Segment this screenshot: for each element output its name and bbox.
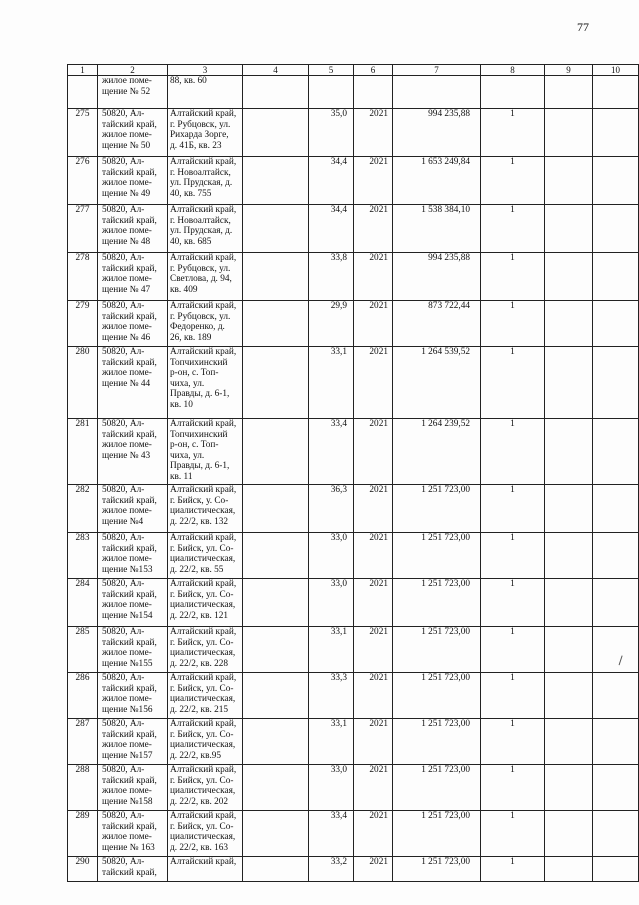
cell-col10 xyxy=(593,719,639,765)
cell-col9 xyxy=(545,579,593,627)
row-number: 288 xyxy=(68,765,98,811)
cell-col9 xyxy=(545,811,593,857)
area-value: 33,8 xyxy=(309,253,354,301)
cell-col4 xyxy=(243,857,309,882)
cell-col4 xyxy=(243,419,309,485)
cell-col10 xyxy=(593,765,639,811)
cost-value: 1 251 723,00 xyxy=(393,485,481,533)
cell-col9 xyxy=(545,765,593,811)
quantity-value: 1 xyxy=(481,347,545,419)
object-address: Алтайский край, г. Рубцовск, ул. Светлова, д. 94, кв. 409 xyxy=(168,253,243,301)
quantity-value: 1 xyxy=(481,253,545,301)
cost-value: 873 722,44 xyxy=(393,301,481,347)
cost-value: 1 251 723,00 xyxy=(393,857,481,882)
column-number: 7 xyxy=(393,65,481,76)
year-value: 2021 xyxy=(354,857,393,882)
area-value: 33,2 xyxy=(309,857,354,882)
year-value: 2021 xyxy=(354,811,393,857)
cell-col4 xyxy=(243,627,309,673)
cost-value: 1 251 723,00 xyxy=(393,627,481,673)
cell-col10 xyxy=(593,301,639,347)
row-number: 286 xyxy=(68,673,98,719)
cell-col10 xyxy=(593,673,639,719)
cell-col4 xyxy=(243,533,309,579)
object-address: Алтайский край, г. Новоалтайск, ул. Прудская, д. 40, кв. 685 xyxy=(168,205,243,253)
year-value: 2021 xyxy=(354,419,393,485)
area-value: 33,0 xyxy=(309,533,354,579)
year-value: 2021 xyxy=(354,253,393,301)
year-value: 2021 xyxy=(354,765,393,811)
object-description: 50820, Ал- тайский край, жилое поме- щение № 163 xyxy=(98,811,168,857)
cell-col10 xyxy=(593,811,639,857)
year-value: 2021 xyxy=(354,533,393,579)
object-description: 50820, Ал- тайский край, жилое поме- щение №153 xyxy=(98,533,168,579)
cell-col10 xyxy=(593,533,639,579)
table-row xyxy=(68,419,639,485)
row-number: 289 xyxy=(68,811,98,857)
object-description: 50820, Ал- тайский край, жилое поме- щение №156 xyxy=(98,673,168,719)
object-description: 50820, Ал- тайский край, жилое поме- щение № 44 xyxy=(98,347,168,419)
quantity-value: 1 xyxy=(481,811,545,857)
cell-col9 xyxy=(545,419,593,485)
area-value: 33,4 xyxy=(309,419,354,485)
object-address: Алтайский край, xyxy=(168,857,243,882)
object-address: Алтайский край, г. Бийск, ул. Со- циалистическая, д. 22/2, кв. 121 xyxy=(168,579,243,627)
column-number: 9 xyxy=(545,65,593,76)
object-description: 50820, Ал- тайский край, xyxy=(98,857,168,882)
cell-col4 xyxy=(243,579,309,627)
object-address: Алтайский край, г. Бийск, ул. Со- циалистическая, д. 22/2, кв. 215 xyxy=(168,673,243,719)
cell-col4 xyxy=(243,205,309,253)
quantity-value: 1 xyxy=(481,205,545,253)
cost-value: 1 251 723,00 xyxy=(393,533,481,579)
cost-value: 1 264 539,52 xyxy=(393,347,481,419)
cell-col9 xyxy=(545,76,593,109)
cell-col4 xyxy=(243,719,309,765)
object-description: 50820, Ал- тайский край, жилое поме- щение № 47 xyxy=(98,253,168,301)
area-value: 29,9 xyxy=(309,301,354,347)
year-value: 2021 xyxy=(354,157,393,205)
area-value xyxy=(309,76,354,109)
cost-value: 1 251 723,00 xyxy=(393,579,481,627)
column-number: 4 xyxy=(243,65,309,76)
cell-col10 xyxy=(593,419,639,485)
cell-col9 xyxy=(545,205,593,253)
quantity-value: 1 xyxy=(481,157,545,205)
table-row xyxy=(68,627,639,673)
quantity-value: 1 xyxy=(481,765,545,811)
year-value: 2021 xyxy=(354,109,393,157)
cell-col10 xyxy=(593,253,639,301)
object-address: Алтайский край, г. Бийск, ул. Со- циалистическая, д. 22/2, кв. 228 xyxy=(168,627,243,673)
year-value: 2021 xyxy=(354,627,393,673)
row-number xyxy=(68,76,98,109)
object-address: Алтайский край, г. Бийск, ул. Со- циалистическая, д. 22/2, кв. 202 xyxy=(168,765,243,811)
property-register-table xyxy=(67,64,639,882)
area-value: 33,1 xyxy=(309,719,354,765)
year-value xyxy=(354,76,393,109)
quantity-value: 1 xyxy=(481,301,545,347)
quantity-value: 1 xyxy=(481,719,545,765)
cost-value: 1 251 723,00 xyxy=(393,673,481,719)
cell-col4 xyxy=(243,109,309,157)
object-description: 50820, Ал- тайский край, жилое поме- щение № 46 xyxy=(98,301,168,347)
cell-col9 xyxy=(545,627,593,673)
area-value: 33,4 xyxy=(309,811,354,857)
object-description: 50820, Ал- тайский край, жилое поме- щение №157 xyxy=(98,719,168,765)
column-number: 5 xyxy=(309,65,354,76)
cell-col10 xyxy=(593,627,639,673)
table-row xyxy=(68,533,639,579)
table-row xyxy=(68,301,639,347)
cost-value xyxy=(393,76,481,109)
page-number: 77 xyxy=(577,20,589,34)
table-row xyxy=(68,765,639,811)
cell-col9 xyxy=(545,857,593,882)
table-row xyxy=(68,157,639,205)
object-description: 50820, Ал- тайский край, жилое поме- щение № 48 xyxy=(98,205,168,253)
object-description: 50820, Ал- тайский край, жилое поме- щение №4 xyxy=(98,485,168,533)
object-description: 50820, Ал- тайский край, жилое поме- щение №154 xyxy=(98,579,168,627)
row-number: 275 xyxy=(68,109,98,157)
table-row xyxy=(68,253,639,301)
object-address: Алтайский край, Топчихинский р-он, с. Топ- чиха, ул. Правды, д. 6-1, кв. 11 xyxy=(168,419,243,485)
row-number: 280 xyxy=(68,347,98,419)
cost-value: 1 538 384,10 xyxy=(393,205,481,253)
table-row xyxy=(68,857,639,882)
row-number: 281 xyxy=(68,419,98,485)
row-number: 277 xyxy=(68,205,98,253)
quantity-value xyxy=(481,76,545,109)
quantity-value: 1 xyxy=(481,533,545,579)
cost-value: 994 235,88 xyxy=(393,253,481,301)
year-value: 2021 xyxy=(354,719,393,765)
table-row xyxy=(68,347,639,419)
cell-col10 xyxy=(593,857,639,882)
row-number: 279 xyxy=(68,301,98,347)
table-row xyxy=(68,76,639,109)
column-number: 10 xyxy=(593,65,639,76)
cell-col9 xyxy=(545,673,593,719)
cell-col10 xyxy=(593,109,639,157)
cell-col9 xyxy=(545,109,593,157)
object-description: жилое поме- щение № 52 xyxy=(98,76,168,109)
year-value: 2021 xyxy=(354,301,393,347)
table-row xyxy=(68,719,639,765)
area-value: 34,4 xyxy=(309,205,354,253)
area-value: 33,3 xyxy=(309,673,354,719)
table-row xyxy=(68,109,639,157)
table-row xyxy=(68,811,639,857)
area-value: 33,0 xyxy=(309,579,354,627)
quantity-value: 1 xyxy=(481,579,545,627)
object-description: 50820, Ал- тайский край, жилое поме- щение № 50 xyxy=(98,109,168,157)
object-address: 88, кв. 60 xyxy=(168,76,243,109)
object-address: Алтайский край, г. Бийск, ул. Со- циалистическая, д. 22/2, кв. 163 xyxy=(168,811,243,857)
cell-col4 xyxy=(243,811,309,857)
row-number: 282 xyxy=(68,485,98,533)
cell-col9 xyxy=(545,533,593,579)
cell-col4 xyxy=(243,253,309,301)
cost-value: 1 653 249,84 xyxy=(393,157,481,205)
area-value: 35,0 xyxy=(309,109,354,157)
row-number: 284 xyxy=(68,579,98,627)
area-value: 33,0 xyxy=(309,765,354,811)
cell-col4 xyxy=(243,347,309,419)
column-number: 3 xyxy=(168,65,243,76)
object-address: Алтайский край, г. Бийск, ул. Со- циалистическая, д. 22/2, кв. 55 xyxy=(168,533,243,579)
area-value: 36,3 xyxy=(309,485,354,533)
quantity-value: 1 xyxy=(481,857,545,882)
cell-col4 xyxy=(243,76,309,109)
object-address: Алтайский край, г. Рубцовск, ул. Рихарда Зорге, д. 41Б, кв. 23 xyxy=(168,109,243,157)
cell-col10 xyxy=(593,579,639,627)
row-number: 285 xyxy=(68,627,98,673)
year-value: 2021 xyxy=(354,485,393,533)
cell-col9 xyxy=(545,253,593,301)
year-value: 2021 xyxy=(354,347,393,419)
object-description: 50820, Ал- тайский край, жилое поме- щение №158 xyxy=(98,765,168,811)
cell-col10 xyxy=(593,485,639,533)
cell-col4 xyxy=(243,485,309,533)
year-value: 2021 xyxy=(354,205,393,253)
cell-col10 xyxy=(593,157,639,205)
cell-col10 xyxy=(593,205,639,253)
year-value: 2021 xyxy=(354,673,393,719)
year-value: 2021 xyxy=(354,579,393,627)
area-value: 34,4 xyxy=(309,157,354,205)
cell-col9 xyxy=(545,719,593,765)
row-number: 283 xyxy=(68,533,98,579)
cell-col9 xyxy=(545,157,593,205)
column-number: 2 xyxy=(98,65,168,76)
table-row xyxy=(68,673,639,719)
column-number: 6 xyxy=(354,65,393,76)
object-address: Алтайский край, г. Новоалтайск, ул. Прудская, д. 40, кв. 755 xyxy=(168,157,243,205)
row-number: 287 xyxy=(68,719,98,765)
object-address: Алтайский край, г. Бийск, у. Со- циалистическая, д. 22/2, кв. 132 xyxy=(168,485,243,533)
area-value: 33,1 xyxy=(309,347,354,419)
area-value: 33,1 xyxy=(309,627,354,673)
row-number: 278 xyxy=(68,253,98,301)
object-address: Алтайский край, г. Бийск, ул. Со- циалистическая, д. 22/2, кв.95 xyxy=(168,719,243,765)
table-row xyxy=(68,579,639,627)
cell-col9 xyxy=(545,301,593,347)
quantity-value: 1 xyxy=(481,627,545,673)
quantity-value: 1 xyxy=(481,419,545,485)
cell-col4 xyxy=(243,301,309,347)
cell-col9 xyxy=(545,347,593,419)
row-number: 290 xyxy=(68,857,98,882)
cell-col9 xyxy=(545,485,593,533)
column-number: 1 xyxy=(68,65,98,76)
row-number: 276 xyxy=(68,157,98,205)
column-number-row xyxy=(68,65,639,76)
object-address: Алтайский край, Топчихинский р-он, с. Топ- чиха, ул. Правды, д. 6-1, кв. 10 xyxy=(168,347,243,419)
quantity-value: 1 xyxy=(481,673,545,719)
quantity-value: 1 xyxy=(481,109,545,157)
cell-col4 xyxy=(243,765,309,811)
cost-value: 1 251 723,00 xyxy=(393,765,481,811)
cost-value: 1 251 723,00 xyxy=(393,719,481,765)
table-row xyxy=(68,485,639,533)
cost-value: 1 264 239,52 xyxy=(393,419,481,485)
cost-value: 994 235,88 xyxy=(393,109,481,157)
column-number: 8 xyxy=(481,65,545,76)
object-description: 50820, Ал- тайский край, жилое поме- щение № 49 xyxy=(98,157,168,205)
object-description: 50820, Ал- тайский край, жилое поме- щение № 43 xyxy=(98,419,168,485)
cost-value: 1 251 723,00 xyxy=(393,811,481,857)
cell-col4 xyxy=(243,673,309,719)
object-description: 50820, Ал- тайский край, жилое поме- щение №155 xyxy=(98,627,168,673)
cell-col10 xyxy=(593,347,639,419)
quantity-value: 1 xyxy=(481,485,545,533)
cell-col10 xyxy=(593,76,639,109)
cell-col4 xyxy=(243,157,309,205)
object-address: Алтайский край, г. Рубцовск, ул. Федоренко, д. 26, кв. 189 xyxy=(168,301,243,347)
table-row xyxy=(68,205,639,253)
